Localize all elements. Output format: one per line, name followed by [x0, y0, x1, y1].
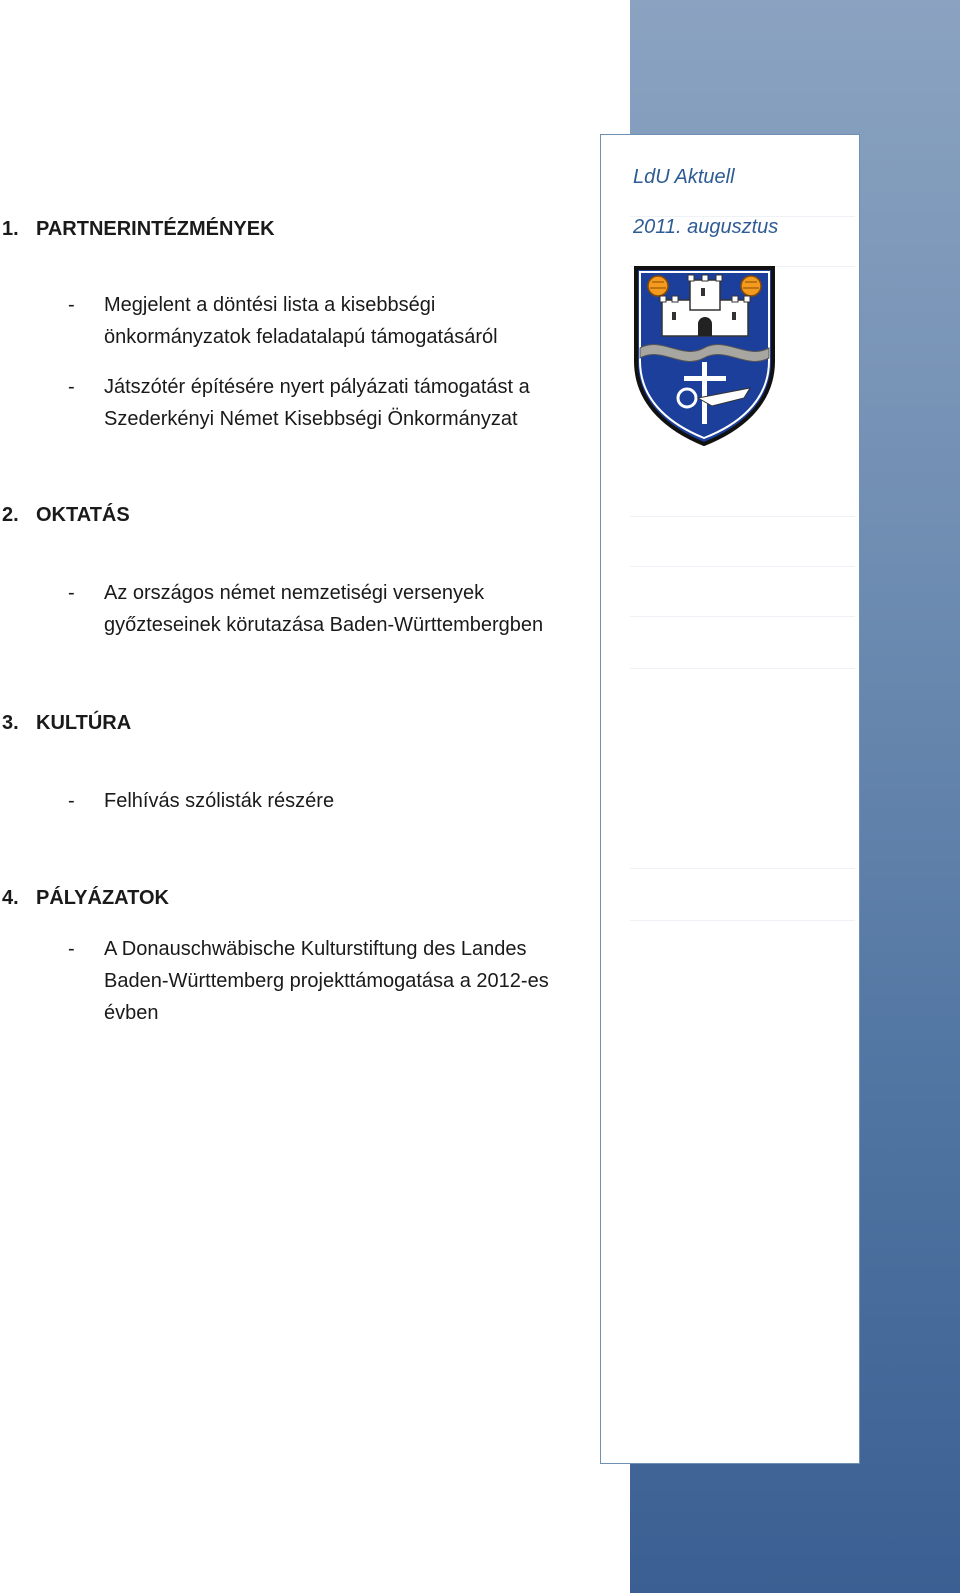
list-item-text: Megjelent a döntési lista a kisebbségi önkormányzatok feladatalapú támogatásáról: [104, 294, 498, 348]
list-item: [68, 577, 568, 641]
list-item-text: Játszótér építésére nyert pályázati támogatást a Szederkényi Német Kisebbségi Önkormányzat: [104, 376, 530, 430]
list-item: [68, 371, 568, 435]
newsletter-date: 2011. augusztus: [633, 216, 779, 238]
section-number: 4.: [2, 887, 19, 909]
section-title: PÁLYÁZATOK: [36, 887, 169, 909]
section-number: 3.: [2, 712, 19, 734]
list-item-text: Felhívás szólisták részére: [104, 790, 335, 812]
card-divider: [630, 566, 855, 567]
section-title: OKTATÁS: [36, 504, 130, 526]
list-marker: -: [68, 376, 75, 398]
card-divider: [630, 868, 855, 869]
list-marker: -: [68, 582, 75, 604]
list-item: [68, 933, 568, 1029]
list-item-text: A Donauschwäbische Kulturstiftung des Landes Baden-Württemberg projekttámogatása a 2012-es évben: [104, 938, 549, 1024]
card-divider: [630, 920, 855, 921]
list-marker: -: [68, 790, 75, 812]
section-heading-partnerintezmenyek: [0, 218, 275, 241]
list-item: [68, 785, 568, 817]
newsletter-title: LdU Aktuell: [633, 166, 735, 188]
section-heading-palyazatok: [0, 887, 169, 910]
section-number: 2.: [2, 504, 19, 526]
section-heading-kultura: [0, 712, 131, 735]
list-item: [68, 289, 568, 353]
card-divider: [630, 668, 855, 669]
section-heading-oktatas: [0, 504, 130, 527]
section-title: PARTNERINTÉZMÉNYEK: [36, 218, 275, 240]
section-title: KULTÚRA: [36, 712, 132, 734]
list-marker: -: [68, 938, 75, 960]
list-marker: -: [68, 294, 75, 316]
list-item-text: Az országos német nemzetiségi versenyek győzteseinek körutazása Baden-Württembergben: [104, 582, 544, 636]
section-number: 1.: [2, 218, 19, 240]
card-divider: [630, 516, 855, 517]
coat-of-arms-icon: [632, 266, 777, 446]
card-divider: [630, 616, 855, 617]
